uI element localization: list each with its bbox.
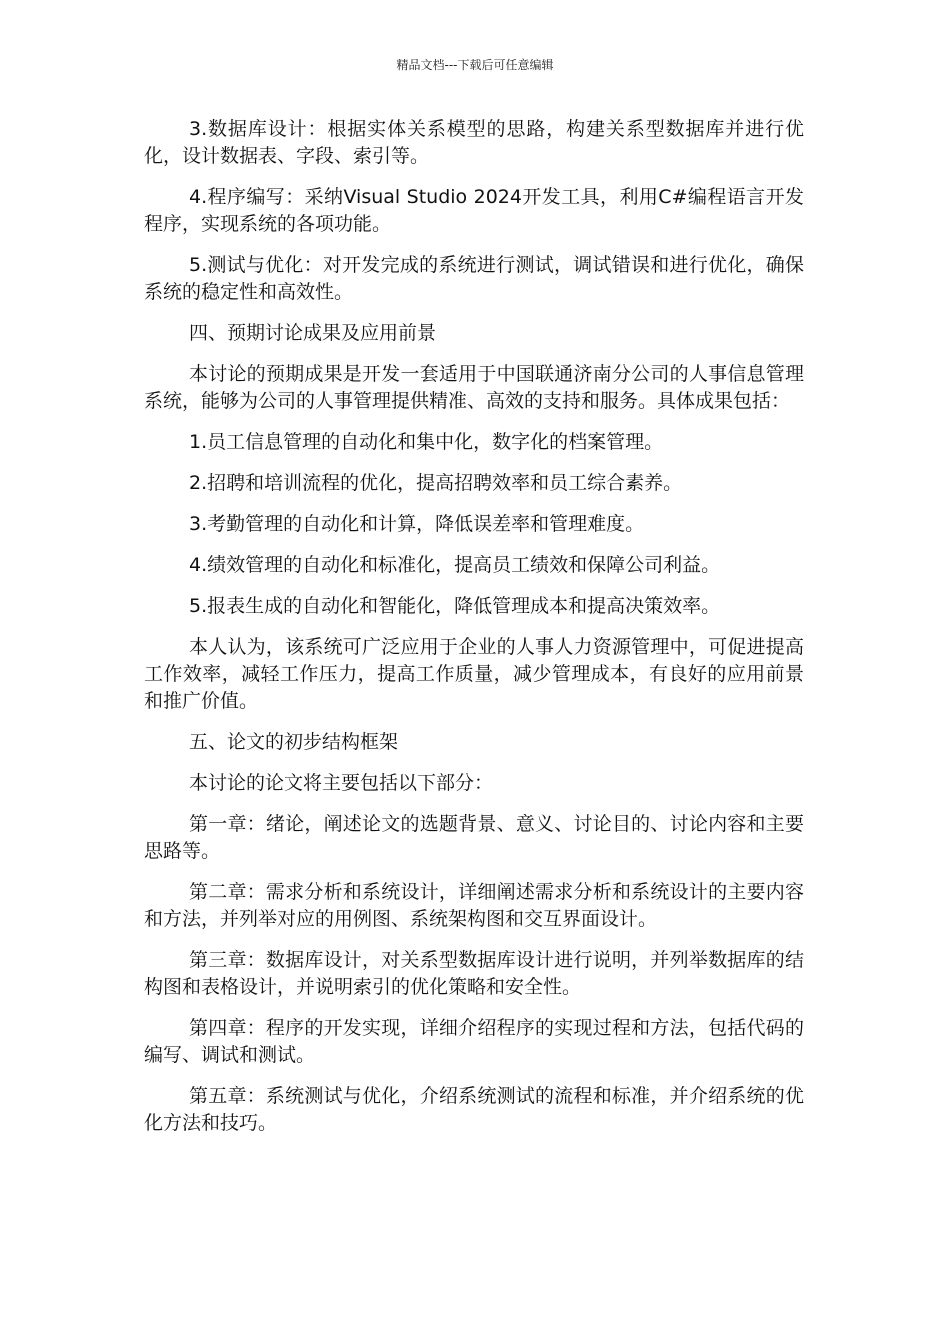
section-heading-expected-results: 四、预期讨论成果及应用前景: [189, 322, 437, 344]
paragraph-programming: 4.程序编写：采纳Visual Studio 2024开发工具，利用C#编程语言开发程序，实现系统的各项功能。: [144, 186, 804, 235]
result-item-2: 2.招聘和培训流程的优化，提高招聘效率和员工综合素养。: [189, 472, 683, 494]
result-item-3: 3.考勤管理的自动化和计算，降低误差率和管理难度。: [189, 513, 645, 535]
paragraph-db-design: 3.数据库设计：根据实体关系模型的思路，构建关系型数据库并进行优化，设计数据表、字段、索引等。: [144, 118, 804, 167]
paragraph-structure-intro: 本讨论的论文将主要包括以下部分：: [189, 772, 494, 794]
result-item-1: 1.员工信息管理的自动化和集中化，数字化的档案管理。: [189, 431, 664, 453]
chapter-5: 第五章：系统测试与优化，介绍系统测试的流程和标准，并介绍系统的优化方法和技巧。: [144, 1085, 804, 1134]
document-body: [144, 116, 804, 1151]
paragraph-expected-results: 本讨论的预期成果是开发一套适用于中国联通济南分公司的人事信息管理系统，能够为公司的人事管理提供精准、高效的支持和服务。具体成果包括：: [144, 363, 804, 412]
result-item-4: 4.绩效管理的自动化和标准化，提高员工绩效和保障公司利益。: [189, 554, 721, 576]
result-item-5: 5.报表生成的自动化和智能化，降低管理成本和提高决策效率。: [189, 595, 721, 617]
paragraph-application-prospect: 本人认为，该系统可广泛应用于企业的人事人力资源管理中，可促进提高工作效率，减轻工作压力，提高工作质量，减少管理成本，有良好的应用前景和推广价值。: [144, 636, 804, 712]
chapter-2: 第二章：需求分析和系统设计，详细阐述需求分析和系统设计的主要内容和方法，并列举对应的用例图、系统架构图和交互界面设计。: [144, 881, 804, 930]
page-header: 精品文档---下载后可任意编辑: [396, 58, 554, 72]
chapter-3: 第三章：数据库设计，对关系型数据库设计进行说明，并列举数据库的结构图和表格设计，并说明索引的优化策略和安全性。: [144, 949, 804, 998]
chapter-4: 第四章：程序的开发实现，详细介绍程序的实现过程和方法，包括代码的编写、调试和测试。: [144, 1017, 804, 1066]
chapter-1: 第一章：绪论，阐述论文的选题背景、意义、讨论目的、讨论内容和主要思路等。: [144, 813, 804, 862]
paragraph-testing: 5.测试与优化：对开发完成的系统进行测试，调试错误和进行优化，确保系统的稳定性和高效性。: [144, 254, 804, 303]
section-heading-structure: 五、论文的初步结构框架: [189, 731, 399, 753]
